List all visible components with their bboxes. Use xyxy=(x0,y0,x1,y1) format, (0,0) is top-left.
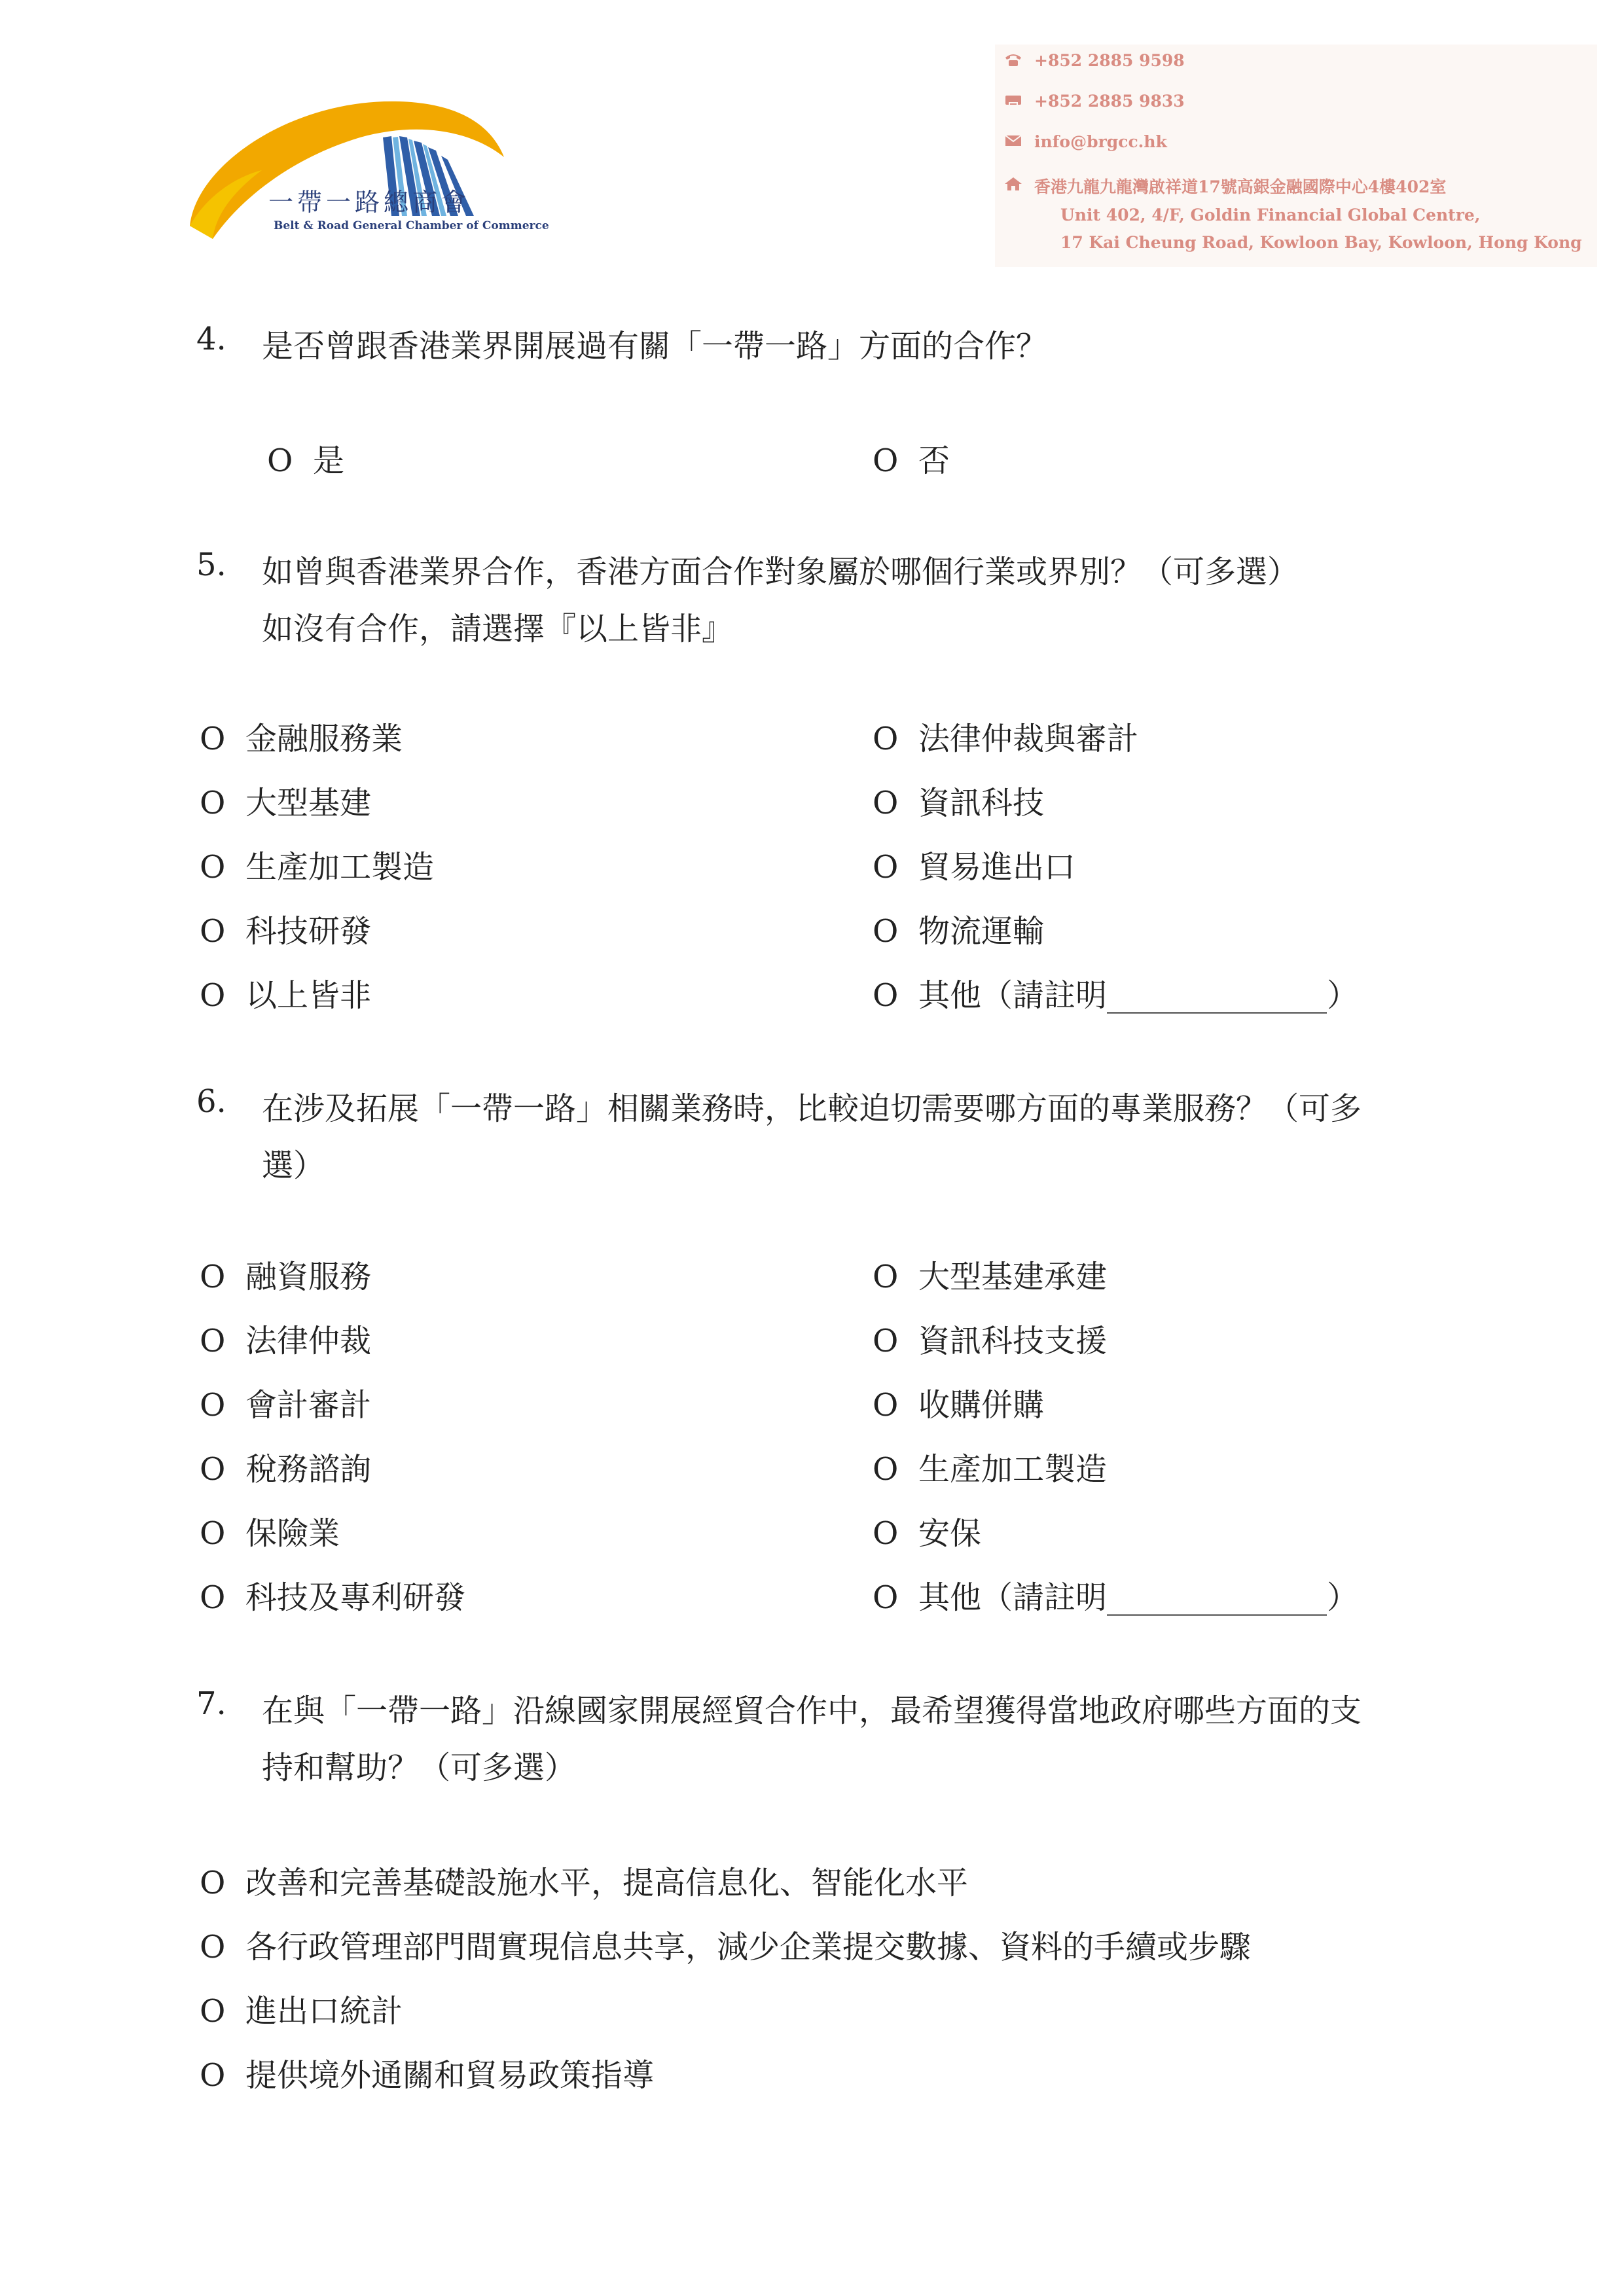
contact-phone: +852 2885 9598 xyxy=(1034,51,1185,70)
q6-option[interactable] xyxy=(873,1251,1107,1297)
fax-icon xyxy=(1004,93,1022,107)
q7-option[interactable] xyxy=(200,2050,654,2095)
radio-marker: O xyxy=(200,721,226,757)
option-label: 法律仲裁 xyxy=(245,1323,372,1359)
option-label: 稅務諮詢 xyxy=(245,1451,372,1488)
q6-option[interactable] xyxy=(873,1316,1107,1361)
radio-marker: O xyxy=(873,977,899,1014)
option-label: 其他（請註明______________） xyxy=(918,977,1359,1014)
q5-number: 5. xyxy=(196,547,226,583)
q6-text-line2: 選） xyxy=(262,1147,325,1184)
radio-marker: O xyxy=(873,1387,899,1424)
radio-marker: O xyxy=(873,721,899,757)
radio-marker: O xyxy=(873,1259,899,1295)
radio-marker: O xyxy=(873,442,899,479)
option-label: 科技研發 xyxy=(245,913,372,950)
radio-marker: O xyxy=(200,1451,226,1488)
radio-marker: O xyxy=(200,1579,226,1616)
q6-number: 6. xyxy=(196,1083,226,1120)
q5-option[interactable] xyxy=(200,778,371,823)
option-label: 會計審計 xyxy=(245,1387,372,1424)
q6-option[interactable] xyxy=(873,1444,1107,1489)
contact-address-en-2: 17 Kai Cheung Road, Kowloon Bay, Kowloon, Hong Kong xyxy=(1060,233,1582,252)
option-label: 以上皆非 xyxy=(245,977,372,1014)
option-label: 資訊科技 xyxy=(918,785,1045,821)
q5-text-line2: 如沒有合作，請選擇『以上皆非』 xyxy=(262,611,734,647)
radio-marker: O xyxy=(200,1993,226,2030)
q5-option[interactable] xyxy=(873,713,1138,759)
radio-marker: O xyxy=(200,1259,226,1295)
option-label: 否 xyxy=(918,442,950,479)
option-label: 貿易進出口 xyxy=(918,849,1076,886)
logo-chinese-name: 一帶一路總商會 xyxy=(268,188,471,217)
q5-option-other[interactable] xyxy=(873,970,1358,1015)
option-label: 大型基建 xyxy=(245,785,372,821)
q7-text-line2: 持和幫助？（可多選） xyxy=(262,1749,577,1786)
radio-marker: O xyxy=(873,913,899,950)
q6-option[interactable] xyxy=(200,1316,371,1361)
home-icon xyxy=(1004,177,1022,191)
q7-number: 7. xyxy=(196,1685,226,1722)
radio-marker: O xyxy=(200,1929,226,1965)
option-label: 金融服務業 xyxy=(245,721,403,757)
option-label: 其他（請註明______________） xyxy=(918,1579,1359,1616)
radio-marker: O xyxy=(200,2057,226,2094)
option-label: 生產加工製造 xyxy=(245,849,435,886)
contact-fax: +852 2885 9833 xyxy=(1034,92,1185,111)
radio-marker: O xyxy=(200,785,226,821)
q6-option[interactable] xyxy=(200,1444,371,1489)
q6-option[interactable] xyxy=(873,1380,1044,1425)
q6-option[interactable] xyxy=(200,1380,371,1425)
radio-marker: O xyxy=(267,442,293,479)
radio-marker: O xyxy=(200,849,226,886)
q6-option-other[interactable] xyxy=(873,1572,1358,1617)
q6-text-line1: 在涉及拓展「一帶一路」相關業務時，比較迫切需要哪方面的專業服務？（可多 xyxy=(262,1090,1362,1127)
q5-option[interactable] xyxy=(200,713,403,759)
option-label: 改善和完善基礎設施水平，提高信息化、智能化水平 xyxy=(245,1865,969,1901)
q5-option[interactable] xyxy=(873,906,1044,951)
option-label: 各行政管理部門間實現信息共享，減少企業提交數據、資料的手續或步驟 xyxy=(245,1929,1252,1965)
q4-number: 4. xyxy=(196,321,226,357)
option-label: 收購併購 xyxy=(918,1387,1045,1424)
contact-address-cn: 香港九龍九龍灣啟祥道17號高銀金融國際中心4樓402室 xyxy=(1034,177,1447,196)
mail-icon xyxy=(1004,134,1022,148)
radio-marker: O xyxy=(200,913,226,950)
option-label: 安保 xyxy=(918,1515,982,1552)
q5-option[interactable] xyxy=(873,842,1075,887)
q5-option[interactable] xyxy=(200,906,371,951)
option-label: 物流運輸 xyxy=(918,913,1045,950)
contact-email: info@brgcc.hk xyxy=(1034,132,1167,151)
contact-block xyxy=(995,45,1597,267)
radio-marker: O xyxy=(873,1515,899,1552)
radio-marker: O xyxy=(200,1515,226,1552)
option-label: 進出口統計 xyxy=(245,1993,403,2030)
q7-option[interactable] xyxy=(200,1857,968,1903)
option-label: 法律仲裁與審計 xyxy=(918,721,1139,757)
q6-option[interactable] xyxy=(200,1572,465,1617)
q4-option-yes[interactable] xyxy=(267,435,344,480)
q6-option[interactable] xyxy=(873,1508,981,1553)
radio-marker: O xyxy=(200,1323,226,1359)
option-label: 資訊科技支援 xyxy=(918,1323,1108,1359)
radio-marker: O xyxy=(200,1865,226,1901)
q5-text-line1: 如曾與香港業界合作，香港方面合作對象屬於哪個行業或界別？（可多選） xyxy=(262,554,1299,590)
q5-option[interactable] xyxy=(873,778,1044,823)
phone-icon xyxy=(1004,52,1022,67)
contact-address-en-1: Unit 402, 4/F, Goldin Financial Global Centre, xyxy=(1060,206,1481,224)
option-label: 融資服務 xyxy=(245,1259,372,1295)
option-label: 保險業 xyxy=(245,1515,340,1552)
q5-option[interactable] xyxy=(200,842,434,887)
logo-english-name: Belt & Road General Chamber of Commerce xyxy=(274,219,549,232)
option-label: 生產加工製造 xyxy=(918,1451,1108,1488)
radio-marker: O xyxy=(873,1451,899,1488)
radio-marker: O xyxy=(200,977,226,1014)
option-label: 提供境外通關和貿易政策指導 xyxy=(245,2057,655,2094)
q4-text: 是否曾跟香港業界開展過有關「一帶一路」方面的合作？ xyxy=(262,328,1048,365)
radio-marker: O xyxy=(873,1579,899,1616)
radio-marker: O xyxy=(200,1387,226,1424)
q4-option-no[interactable] xyxy=(873,435,950,480)
radio-marker: O xyxy=(873,1323,899,1359)
option-label: 科技及專利研發 xyxy=(245,1579,466,1616)
q7-option[interactable] xyxy=(200,1922,1251,1967)
q7-option[interactable] xyxy=(200,1986,403,2031)
q5-option[interactable] xyxy=(200,970,371,1015)
radio-marker: O xyxy=(873,785,899,821)
option-label: 是 xyxy=(313,442,345,479)
q6-option[interactable] xyxy=(200,1251,371,1297)
radio-marker: O xyxy=(873,849,899,886)
option-label: 大型基建承建 xyxy=(918,1259,1108,1295)
q7-text-line1: 在與「一帶一路」沿線國家開展經貿合作中，最希望獲得當地政府哪些方面的支 xyxy=(262,1693,1362,1729)
q6-option[interactable] xyxy=(200,1508,340,1553)
